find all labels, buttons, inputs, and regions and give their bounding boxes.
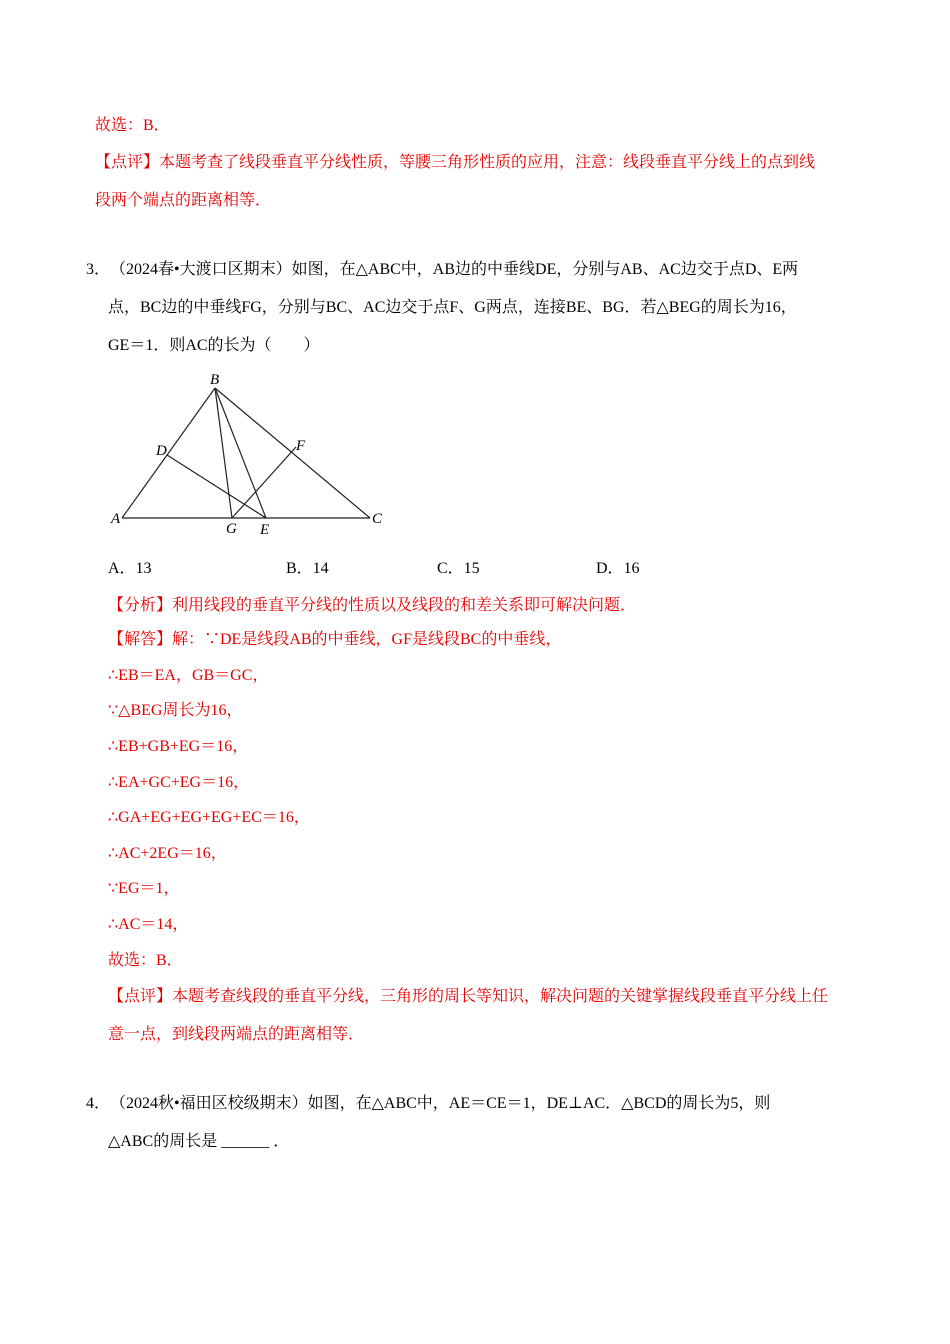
q4-stem-line2: △ABC的周长是 ______ ． bbox=[108, 1133, 290, 1150]
q3-comment-line2: 意一点，到线段两端点的距离相等． bbox=[108, 1026, 365, 1043]
label-d: D bbox=[156, 443, 167, 459]
q3-analysis: 【分析】利用线段的垂直平分线的性质以及线段的和差关系即可解决问题． bbox=[108, 597, 637, 614]
option-a: A．13 bbox=[108, 560, 152, 577]
q2-comment-line2: 段两个端点的距离相等． bbox=[95, 192, 272, 209]
option-d: D．16 bbox=[596, 560, 640, 577]
label-g: G bbox=[226, 521, 237, 537]
q3-stem-line1: （2024春•大渡口区期末）如图，在△ABC中，AB边的中垂线DE，分别与AB、AC边交于点D、E两 bbox=[110, 261, 799, 278]
solution-line: ∵EG＝1， bbox=[108, 880, 180, 897]
side-bc bbox=[215, 388, 370, 518]
segment-bg bbox=[215, 388, 232, 518]
q3-stem-line2: 点，BC边的中垂线FG，分别与BC、AC边交于点F、G两点，连接BE、BG．若△BEG的周长为16， bbox=[108, 299, 797, 316]
solution-line: ∴AC＝14， bbox=[108, 916, 189, 933]
solution-line: ∴EB＝EA，GB＝GC， bbox=[108, 667, 269, 684]
option-b: B．14 bbox=[286, 560, 329, 577]
option-c: C．15 bbox=[437, 560, 480, 577]
solution-line: ∴EA+GC+EG＝16， bbox=[108, 774, 250, 791]
label-b: B bbox=[210, 372, 220, 388]
solution-line: ∴AC+2EG＝16， bbox=[108, 845, 227, 862]
segment-fg bbox=[232, 447, 296, 518]
solution-line: 【解答】解：∵DE是线段AB的中垂线，GF是线段BC的中垂线， bbox=[108, 631, 562, 648]
segment-be bbox=[215, 388, 266, 518]
solution-line: ∴GA+EG+EG+EG+EC＝16， bbox=[108, 809, 310, 826]
solution-line: 故选：B． bbox=[108, 952, 183, 969]
q4-stem-line1: （2024秋•福田区校级期末）如图，在△ABC中，AE＝CE＝1，DE⊥AC．△BCD的周长为5，则 bbox=[110, 1095, 771, 1112]
solution-line: ∴EB+GB+EG＝16， bbox=[108, 738, 249, 755]
q4-number: 4． bbox=[86, 1095, 111, 1112]
triangle-figure bbox=[100, 360, 400, 540]
q2-comment-line1: 【点评】本题考查了线段垂直平分线性质，等腰三角形性质的应用，注意：线段垂直平分线上的点到线 bbox=[95, 154, 816, 171]
side-ab bbox=[122, 388, 215, 518]
label-f: F bbox=[296, 438, 306, 454]
label-a: A bbox=[111, 511, 121, 527]
q3-comment-line1: 【点评】本题考查线段的垂直平分线，三角形的周长等知识，解决问题的关键掌握线段垂直平分线上任 bbox=[108, 988, 829, 1005]
q3-stem-line3: GE＝1．则AC的长为（ ） bbox=[108, 337, 320, 354]
q3-number: 3． bbox=[86, 261, 111, 278]
q2-choice: 故选：B． bbox=[95, 117, 170, 134]
solution-line: ∵△BEG周长为16， bbox=[108, 702, 243, 719]
label-e: E bbox=[260, 522, 270, 538]
segment-de bbox=[167, 455, 266, 518]
label-c: C bbox=[372, 511, 383, 527]
